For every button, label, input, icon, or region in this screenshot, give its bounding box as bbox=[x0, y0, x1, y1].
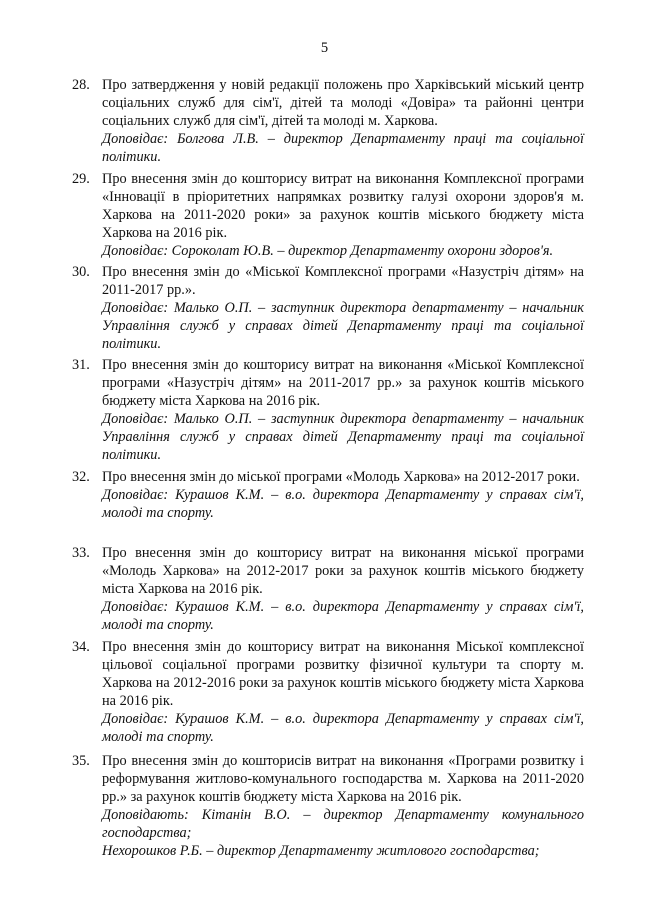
item-speaker: Доповідають: Кітанін В.О. – директор Департаменту комунального господарства; bbox=[102, 807, 584, 841]
item-speaker: Доповідає: Курашов К.М. – в.о. директора Департаменту у справах сім'ї, молоді та спорту. bbox=[102, 599, 584, 633]
item-number: 33. bbox=[72, 545, 90, 561]
item-title: Про внесення змін до кошторису витрат на виконання Комплексної програми «Інновації в пріоритетних напрямках розвитку галузі охорони здоров'я м. Харкова на 2011-2020 роки» за рахунок коштів міського бюджету міста Харкова на 2016 рік. bbox=[102, 171, 584, 241]
item-speaker: Доповідає: Болгова Л.В. – директор Департаменту праці та соціальної політики. bbox=[102, 131, 584, 165]
page-number: 5 bbox=[320, 40, 329, 56]
agenda-item bbox=[72, 544, 584, 634]
agenda-item bbox=[72, 76, 584, 166]
item-speaker: Доповідає: Курашов К.М. – в.о. директора Департаменту у справах сім'ї, молоді та спорту. bbox=[102, 487, 584, 521]
item-title: Про внесення змін до кошторису витрат на виконання Міської комплексної цільової соціальної програми розвитку фізичної культури та спорту м. Харкова на 2012-2016 роки за рахунок коштів міського бюджету міста Харкова на 2016 рік. bbox=[102, 639, 584, 709]
item-title: Про затвердження у новій редакції положень про Харківський міський центр соціальних служб для сім'ї, дітей та молоді «Довіра» та районні центри соціальних служб для сім'ї, дітей та молоді м. Харкова. bbox=[102, 77, 584, 129]
item-speaker: Доповідає: Малько О.П. – заступник директора департаменту – начальник Управління служб у справах дітей Департаменту праці та соціальної політики. bbox=[102, 300, 584, 352]
item-number: 29. bbox=[72, 171, 90, 187]
item-title: Про внесення змін до кошторисів витрат на виконання «Програми розвитку і реформування житлово-комунального господарства м. Харкова на 2011-2020 рр.» за рахунок коштів бюджету міста Харкова на 2016 рік. bbox=[102, 753, 584, 805]
agenda-item bbox=[72, 468, 584, 522]
item-number: 34. bbox=[72, 639, 90, 655]
item-number: 32. bbox=[72, 469, 90, 485]
agenda-item bbox=[72, 752, 584, 860]
item-speaker: Доповідає: Малько О.П. – заступник директора департаменту – начальник Управління служб у справах дітей Департаменту праці та соціальної політики. bbox=[102, 411, 584, 463]
item-number: 30. bbox=[72, 264, 90, 280]
agenda-item bbox=[72, 263, 584, 353]
item-title: Про внесення змін до «Міської Комплексної програми «Назустріч дітям» на 2011-2017 рр.». bbox=[102, 264, 584, 298]
item-number: 28. bbox=[72, 77, 90, 93]
item-title: Про внесення змін до кошторису витрат на виконання «Міської Комплексної програми «Назустріч дітям» на 2011-2017 рр.» за рахунок коштів міського бюджету міста Харкова на 2016 рік. bbox=[102, 357, 584, 409]
agenda-item bbox=[72, 638, 584, 746]
item-speaker-second: Нехорошков Р.Б. – директор Департаменту житлового господарства; bbox=[102, 843, 540, 859]
item-speaker: Доповідає: Курашов К.М. – в.о. директора Департаменту у справах сім'ї, молоді та спорту. bbox=[102, 711, 584, 745]
item-title: Про внесення змін до міської програми «Молодь Харкова» на 2012-2017 роки. bbox=[102, 469, 580, 485]
agenda-item bbox=[72, 170, 584, 260]
item-number: 31. bbox=[72, 357, 90, 373]
item-speaker: Доповідає: Сороколат Ю.В. – директор Департаменту охорони здоров'я. bbox=[102, 243, 554, 259]
item-title: Про внесення змін до кошторису витрат на виконання міської програми «Молодь Харкова» на 2012-2017 роки за рахунок коштів міського бюджету міста Харкова на 2016 рік. bbox=[102, 545, 584, 597]
agenda-item bbox=[72, 356, 584, 464]
item-number: 35. bbox=[72, 753, 90, 769]
